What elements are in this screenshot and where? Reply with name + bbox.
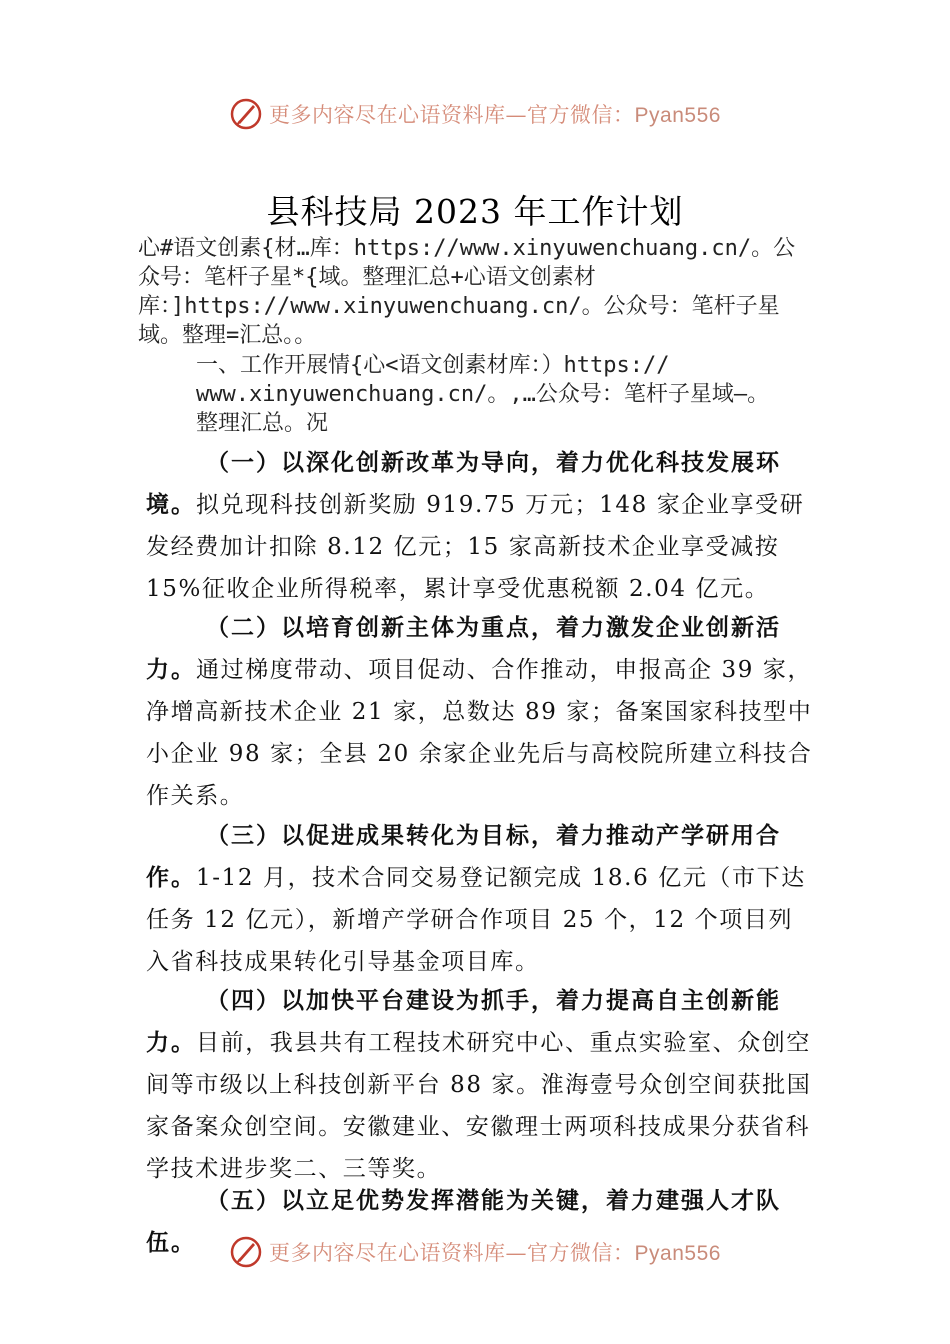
header-banner [0, 94, 950, 134]
section-heading [196, 351, 836, 438]
paragraph-body: 目前，我县共有工程技术研究中心、重点实验室、众创空间等市级以上科技创新平台 88 家。淮海壹号众创空间获批国家备案众创空间。安徽建业、安徽理士两项科技成果分获省科学技术进步奖二、三等奖。 [146, 1030, 812, 1182]
intro-block [138, 234, 838, 350]
intro-line: 众号：笔杆子星*{域。整理汇总+心语文创素材 [138, 265, 596, 290]
banner-text: 更多内容尽在心语资料库—官方微信：Pyan556 [269, 103, 721, 127]
paragraph-body: 通过梯度带动、项目促动、合作推动，申报高企 39 家，净增高新技术企业 21 家，总数达 89 家；备案国家科技型中小企业 98 家；全县 20 余家企业先后与高校院所建立科技合作关系。 [146, 657, 813, 809]
paragraph [146, 442, 816, 610]
paragraph-heading: （四）以加快平台建设为抓手，着力提高自主创新能力。 [146, 987, 781, 1056]
paragraph-heading: （一）以深化创新改革为导向，着力优化科技发展环境。 [146, 449, 781, 518]
intro-line: 心#语文创素{材…库：https://www.xinyuwenchuang.cn/。公 [138, 236, 796, 261]
intro-line: 库：]https://www.xinyuwenchuang.cn/。公众号：笔杆子星 [138, 294, 780, 319]
wechat-id: Pyan556 [634, 1242, 721, 1265]
paragraph-heading: （二）以培育创新主体为重点，着力激发企业创新活力。 [146, 614, 781, 683]
section-heading-line: 整理汇总。况 [196, 411, 329, 436]
quill-logo-icon [229, 1235, 263, 1269]
section-heading-line: 一、工作开展情{心<语文创素材库：）https:// [196, 353, 670, 378]
document-title: 县科技局 2023 年工作计划 [266, 192, 684, 231]
intro-line: 域。整理=汇总。。 [138, 323, 317, 348]
footer-banner [0, 1232, 950, 1272]
paragraph-body: 1-12 月，技术合同交易登记额完成 18.6 亿元（市下达任务 12 亿元），新增产学研合作项目 25 个，12 个项目列入省科技成果转化引导基金项目库。 [146, 865, 806, 975]
banner-text: 更多内容尽在心语资料库—官方微信：Pyan556 [269, 1241, 721, 1265]
quill-logo-icon [229, 97, 263, 131]
paragraph-heading: （三）以促进成果转化为目标，着力推动产学研用合作。 [146, 822, 781, 891]
paragraph [146, 980, 816, 1190]
paragraph [146, 607, 816, 817]
section-heading-line: www.xinyuwenchuang.cn/。,…公众号：笔杆子星域—。 [196, 382, 770, 407]
wechat-id: Pyan556 [634, 104, 721, 127]
paragraph-body: 拟兑现科技创新奖励 919.75 万元；148 家企业享受研发经费加计扣除 8.12 亿元；15 家高新技术企业享受减按 15%征收企业所得税率，累计享受优惠税额 2.04 亿元。 [146, 492, 805, 602]
paragraph-heading: （五）以立足优势发挥潜能为关键，着力建强人才队伍。 [146, 1187, 781, 1256]
paragraph [146, 815, 816, 983]
